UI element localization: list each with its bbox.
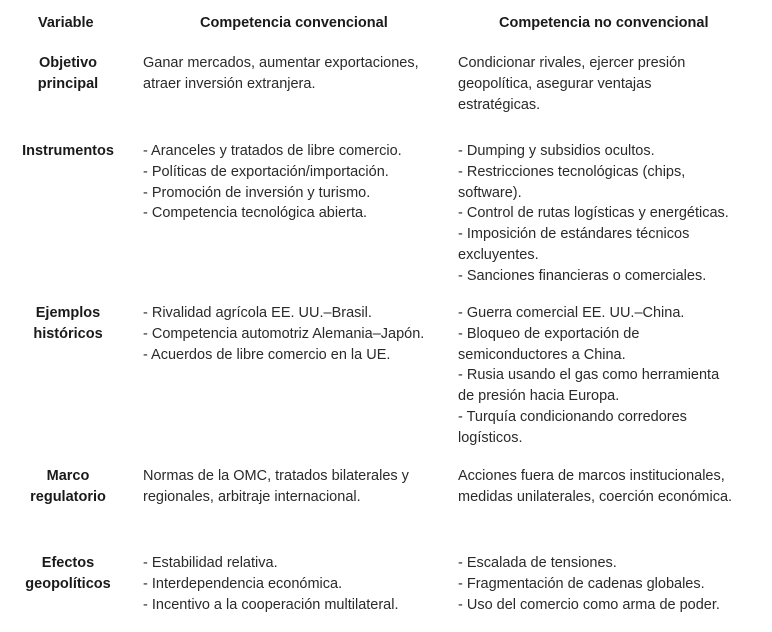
cell-line: atraer inversión extranjera. xyxy=(143,75,316,92)
cell-line: - Promoción de inversión y turismo. xyxy=(143,184,371,201)
conventional-cell xyxy=(143,303,445,365)
row-variable-line: geopolíticos xyxy=(25,575,111,592)
cell-line: - Guerra comercial EE. UU.–China. xyxy=(458,305,685,321)
conventional-cell xyxy=(143,553,445,615)
cell-line: Acciones fuera de marcos institucionales, xyxy=(458,468,725,484)
cell-line: - Interdependencia económica. xyxy=(143,575,343,592)
cell-line: - Aranceles y tratados de libre comercio. xyxy=(143,143,402,159)
row-variable-line: principal xyxy=(37,75,99,92)
cell-line: logísticos. xyxy=(458,429,523,446)
unconventional-cell xyxy=(458,141,763,287)
row-variable-line: históricos xyxy=(33,325,103,342)
row-variable-line: Efectos xyxy=(41,555,95,571)
cell-line: - Escalada de tensiones. xyxy=(458,555,617,571)
cell-line: - Dumping y subsidios ocultos. xyxy=(458,143,655,159)
cell-line: estratégicas. xyxy=(458,96,541,113)
cell-line: - Estabilidad relativa. xyxy=(143,555,278,571)
cell-line: - Competencia automotriz Alemania–Japón. xyxy=(143,325,425,342)
conventional-cell xyxy=(143,53,445,95)
cell-line: - Sanciones financieras o comerciales. xyxy=(458,267,707,284)
cell-line: - Rusia usando el gas como herramienta xyxy=(458,367,720,384)
cell-line: semiconductores a China. xyxy=(458,346,626,363)
cell-line: Normas de la OMC, tratados bilaterales y xyxy=(143,468,409,484)
cell-line: Condicionar rivales, ejercer presión xyxy=(458,55,686,71)
cell-line: geopolítica, asegurar ventajas xyxy=(458,75,652,92)
cell-line: Ganar mercados, aumentar exportaciones, xyxy=(143,55,419,71)
cell-line: de presión hacia Europa. xyxy=(458,388,620,405)
cell-line: - Incentivo a la cooperación multilateral. xyxy=(143,596,399,613)
row-variable-line: Instrumentos xyxy=(22,143,114,159)
cell-line: - Rivalidad agrícola EE. UU.–Brasil. xyxy=(143,305,372,321)
unconventional-cell xyxy=(458,303,763,449)
row-variable xyxy=(8,53,128,94)
cell-line: - Turquía condicionando corredores xyxy=(458,408,687,425)
unconventional-cell xyxy=(458,466,763,508)
row-variable-line: Objetivo xyxy=(38,55,97,71)
row-variable xyxy=(8,141,128,162)
cell-line: - Acuerdos de libre comercio en la UE. xyxy=(143,346,391,363)
cell-line: - Bloqueo de exportación de xyxy=(458,325,640,342)
row-variable xyxy=(8,303,128,344)
cell-line: - Competencia tecnológica abierta. xyxy=(143,205,368,222)
unconventional-cell xyxy=(458,553,763,615)
row-variable xyxy=(8,466,128,507)
cell-line: - Control de rutas logísticas y energéticas. xyxy=(458,205,729,222)
cell-line: - Uso del comercio como arma de poder. xyxy=(458,596,720,613)
header-variable: Variable xyxy=(38,15,94,31)
cell-line: - Restricciones tecnológicas (chips, xyxy=(458,163,686,180)
row-variable-line: Marco xyxy=(46,468,90,484)
row-variable-line: regulatorio xyxy=(30,488,106,505)
cell-line: software). xyxy=(458,184,522,201)
header-conventional: Competencia convencional xyxy=(200,15,388,31)
cell-line: - Políticas de exportación/importación. xyxy=(143,163,389,180)
cell-line: regionales, arbitraje internacional. xyxy=(143,488,361,505)
conventional-cell xyxy=(143,466,445,508)
cell-line: excluyentes. xyxy=(458,246,539,263)
header-unconventional: Competencia no convencional xyxy=(499,15,709,31)
cell-line: - Imposición de estándares técnicos xyxy=(458,226,690,243)
row-variable xyxy=(8,553,128,594)
row-variable-line: Ejemplos xyxy=(35,305,101,321)
conventional-cell xyxy=(143,141,445,224)
unconventional-cell xyxy=(458,53,763,115)
cell-line: medidas unilaterales, coerción económica. xyxy=(458,488,733,505)
cell-line: - Fragmentación de cadenas globales. xyxy=(458,575,705,592)
